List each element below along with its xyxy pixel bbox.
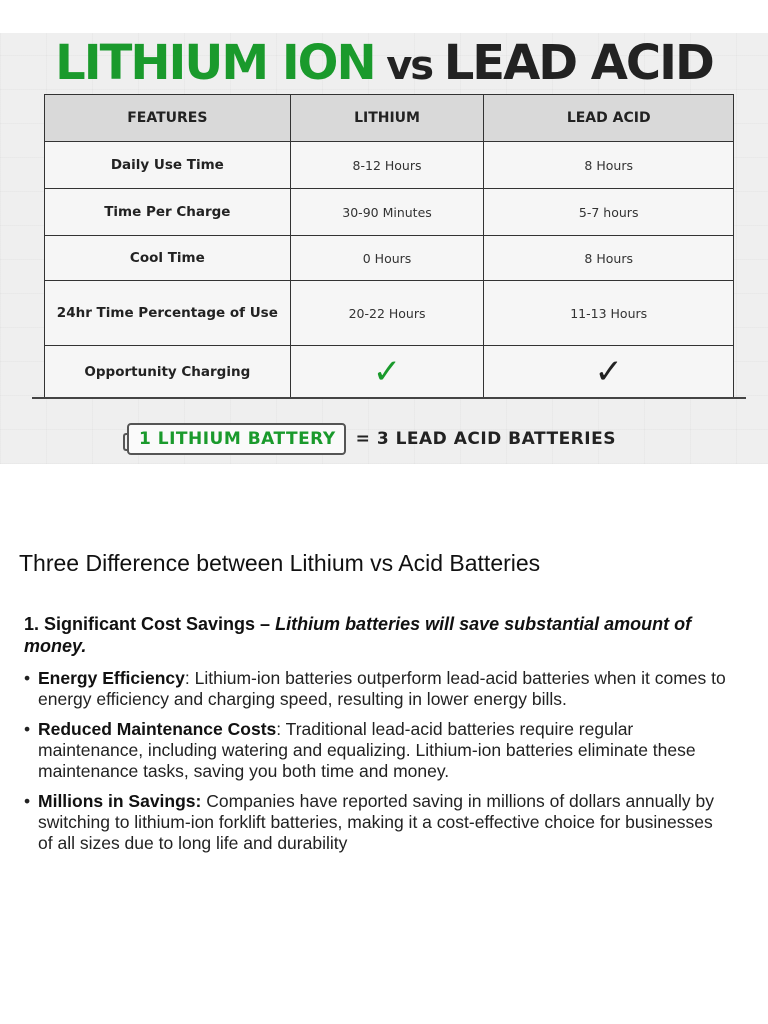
battery-equivalence — [127, 422, 616, 456]
title-vs: vs — [386, 43, 433, 89]
section-number-title: 1. Significant Cost Savings – — [24, 614, 271, 634]
table-row — [45, 346, 734, 399]
table-row — [45, 236, 734, 281]
bullet-text: Traditional lead-acid batteries require regular maintenance, including watering and equalizing. Lithium-ion batteries eliminate these maintenance tasks, saving you both time and money. — [38, 719, 696, 781]
bullet-term: Energy Efficiency — [38, 668, 185, 688]
bullet-separator: : — [184, 668, 190, 688]
feature-cell: Time Per Charge — [45, 189, 291, 236]
divider-line — [32, 397, 746, 399]
list-item — [24, 719, 728, 782]
comparison-table — [44, 94, 734, 399]
section-tagline: Lithium batteries will save substantial amount of money. — [24, 614, 692, 656]
table-row — [45, 142, 734, 189]
green-check-icon: ✓ — [372, 352, 402, 392]
lithium-cell — [290, 346, 484, 399]
infographic-title — [0, 35, 768, 91]
title-lead-acid: LEAD ACID — [443, 35, 713, 91]
bullet-term: Reduced Maintenance Costs — [38, 719, 277, 739]
lead-acid-cell: 8 Hours — [484, 236, 734, 281]
page-title: Three Difference between Lithium vs Acid Batteries — [19, 550, 541, 576]
header-features: FEATURES — [45, 95, 291, 142]
battery-icon — [123, 433, 129, 451]
title-lithium-ion: LITHIUM ION — [55, 35, 375, 91]
section-title — [24, 613, 734, 657]
lead-acid-cell: 5-7 hours — [484, 189, 734, 236]
list-item — [24, 791, 728, 854]
battery-badge — [127, 423, 346, 455]
lithium-cell: 30-90 Minutes — [290, 189, 484, 236]
header-lead-acid: LEAD ACID — [484, 95, 734, 142]
battery-label: 1 LITHIUM BATTERY — [139, 429, 336, 449]
comparison-infographic — [0, 33, 768, 464]
lithium-cell: 8-12 Hours — [290, 142, 484, 189]
list-item — [24, 668, 728, 710]
feature-cell: Daily Use Time — [45, 142, 291, 189]
bullet-icon: • — [24, 668, 31, 688]
bullet-icon: • — [24, 791, 31, 811]
bullet-separator: : — [276, 719, 282, 739]
header-lithium: LITHIUM — [290, 95, 484, 142]
bullet-text: Companies have reported saving in millions of dollars annually by switching to lithium-ion forklift batteries, making it a cost-effective choice for businesses of all sizes due to long life and durability — [38, 791, 714, 853]
bullet-term: Millions in Savings: — [38, 791, 202, 811]
feature-cell: 24hr Time Percentage of Use — [45, 281, 291, 346]
bullet-list — [24, 668, 728, 863]
lead-acid-cell: 8 Hours — [484, 142, 734, 189]
lithium-cell: 0 Hours — [290, 236, 484, 281]
feature-cell: Cool Time — [45, 236, 291, 281]
table-row — [45, 281, 734, 346]
feature-cell: Opportunity Charging — [45, 346, 291, 399]
equals-text: = 3 LEAD ACID BATTERIES — [355, 429, 616, 449]
table-row — [45, 189, 734, 236]
lead-acid-cell — [484, 346, 734, 399]
lead-acid-cell: 11-13 Hours — [484, 281, 734, 346]
black-check-icon: ✓ — [594, 352, 623, 392]
bullet-text: Lithium-ion batteries outperform lead-acid batteries when it comes to energy efficiency and charging speed, resulting in lower energy bills. — [38, 668, 726, 709]
table-header-row — [45, 95, 734, 142]
bullet-icon: • — [24, 719, 31, 739]
lithium-cell: 20-22 Hours — [290, 281, 484, 346]
